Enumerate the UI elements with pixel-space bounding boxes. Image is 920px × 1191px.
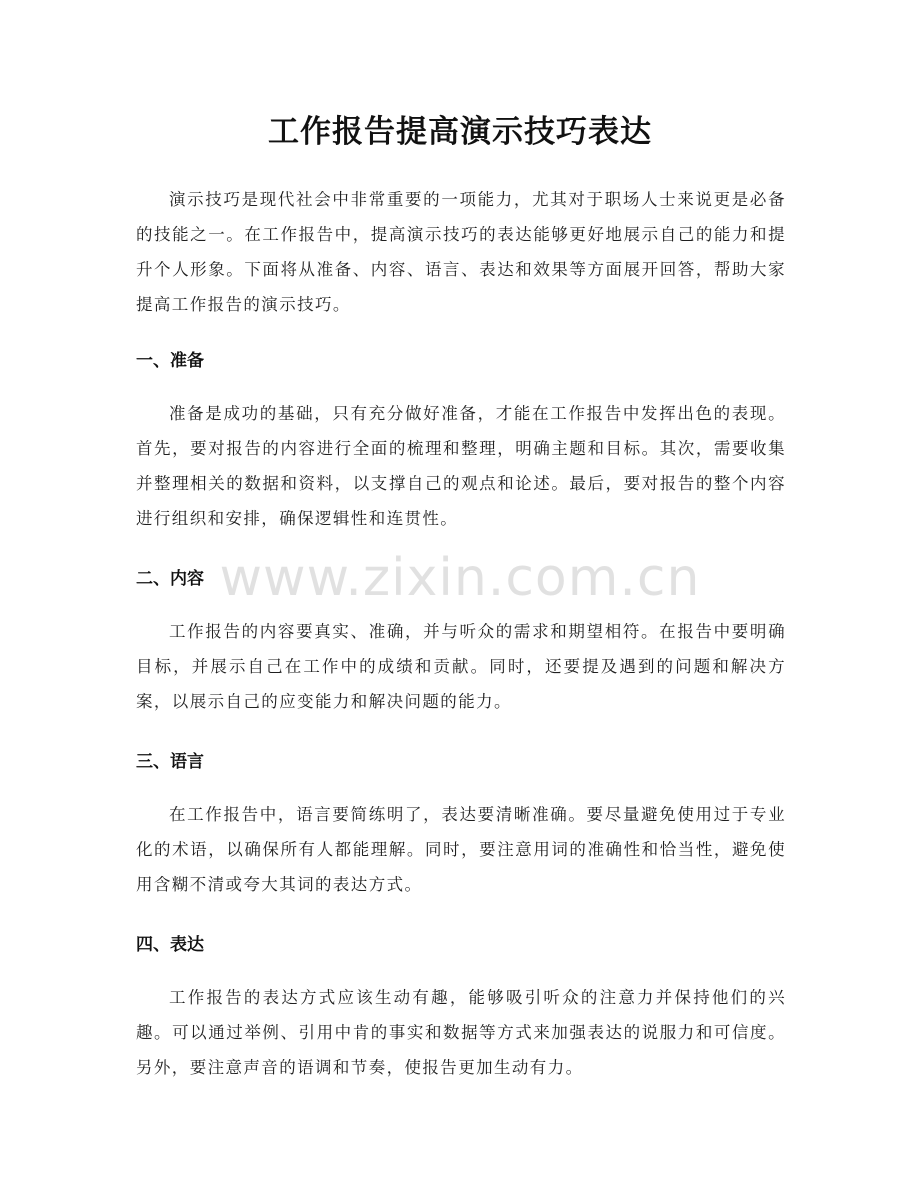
section-heading-content: 二、内容 bbox=[136, 569, 204, 589]
document-body bbox=[136, 182, 786, 1085]
document-title: 工作报告提高演示技巧表达 bbox=[268, 114, 652, 150]
section-heading-preparation: 一、准备 bbox=[136, 351, 204, 371]
intro-paragraph: 演示技巧是现代社会中非常重要的一项能力，尤其对于职场人士来说更是必备的技能之一。在工作报告中，提高演示技巧的表达能够更好地展示自己的能力和提升个人形象。下面将从准备、内容、语言、表达和效果等方面展开回答，帮助大家提高工作报告的演示技巧。 bbox=[136, 190, 786, 314]
section-text-content: 工作报告的内容要真实、准确，并与听众的需求和期望相符。在报告中要明确目标，并展示自己在工作中的成绩和贡献。同时，还要提及遇到的问题和解决方案，以展示自己的应变能力和解决问题的能力。 bbox=[136, 622, 786, 711]
section-text-preparation: 准备是成功的基础，只有充分做好准备，才能在工作报告中发挥出色的表现。首先，要对报告的内容进行全面的梳理和整理，明确主题和目标。其次，需要收集并整理相关的数据和资料，以支撑自己的观点和论述。最后，要对报告的整个内容进行组织和安排，确保逻辑性和连贯性。 bbox=[136, 404, 786, 528]
section-text-language: 在工作报告中，语言要简练明了，表达要清晰准确。要尽量避免使用过于专业化的术语，以确保所有人都能理解。同时，要注意用词的准确性和恰当性，避免使用含糊不清或夸大其词的表达方式。 bbox=[136, 805, 786, 894]
section-heading-expression: 四、表达 bbox=[136, 935, 204, 955]
section-text-expression: 工作报告的表达方式应该生动有趣，能够吸引听众的注意力并保持他们的兴趣。可以通过举例、引用中肯的事实和数据等方式来加强表达的说服力和可信度。另外，要注意声音的语调和节奏，使报告更加生动有力。 bbox=[136, 988, 786, 1077]
section-heading-language: 三、语言 bbox=[136, 752, 204, 772]
watermark: www.zixin.com.cn bbox=[219, 548, 701, 608]
